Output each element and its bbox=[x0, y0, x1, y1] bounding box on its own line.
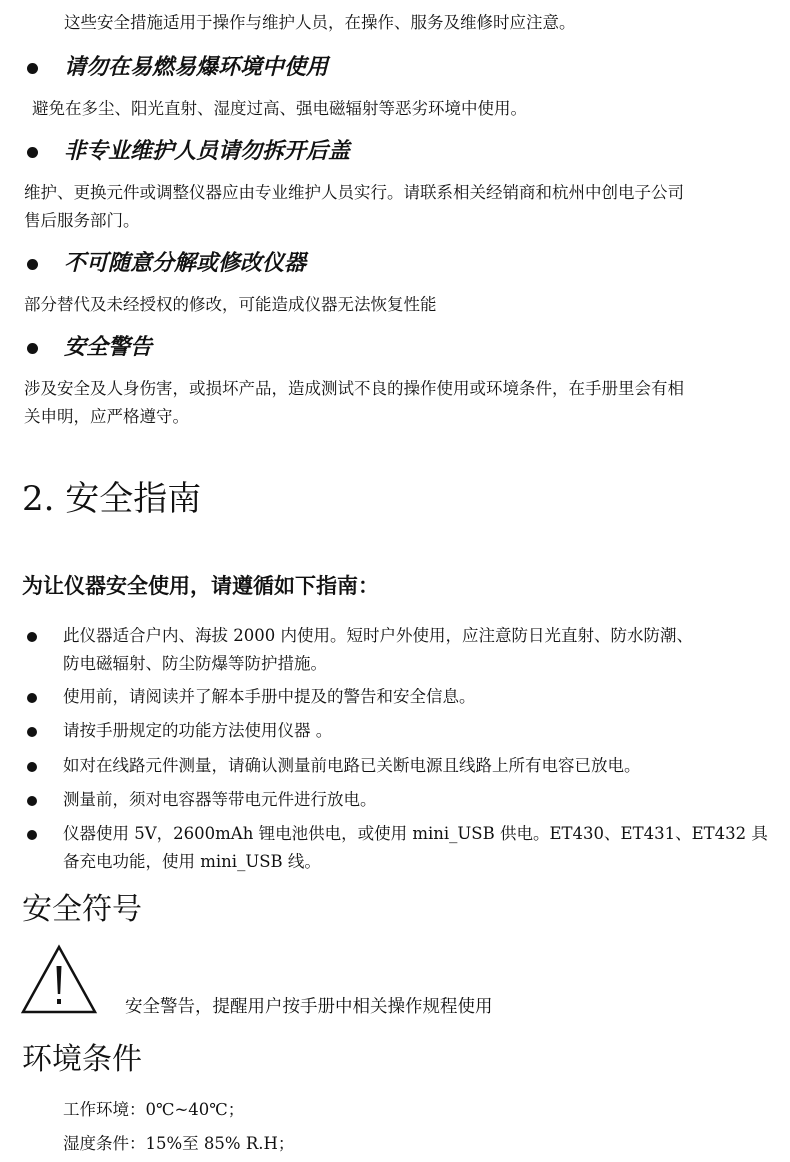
precaution-text-3: 部分替代及未经授权的修改，可能造成仪器无法恢复性能 bbox=[24, 295, 437, 314]
safety-symbols-title: 安全符号 bbox=[22, 892, 142, 927]
bullet-icon bbox=[27, 796, 37, 806]
warning-triangle-icon bbox=[20, 944, 98, 1016]
precaution-text-2-line-2: 售后服务部门。 bbox=[24, 211, 140, 230]
bullet-icon bbox=[27, 830, 37, 840]
precaution-heading-2: 非专业维护人员请勿拆开后盖 bbox=[64, 139, 351, 164]
bullet-icon bbox=[27, 147, 38, 158]
precaution-heading-1: 请勿在易燃易爆环境中使用 bbox=[64, 55, 329, 80]
environment-humidity: 湿度条件：15%至 85% R.H； bbox=[63, 1134, 295, 1153]
precaution-text-2-line-1: 维护、更换元件或调整仪器应由专业维护人员实行。请联系相关经销商和杭州中创电子公司 bbox=[24, 183, 684, 202]
guideline-5: 测量前，须对电容器等带电元件进行放电。 bbox=[63, 790, 377, 809]
bullet-icon bbox=[27, 762, 37, 772]
environment-title: 环境条件 bbox=[22, 1042, 142, 1077]
precaution-heading-3: 不可随意分解或修改仪器 bbox=[64, 251, 307, 276]
guideline-2: 使用前，请阅读并了解本手册中提及的警告和安全信息。 bbox=[63, 687, 476, 706]
bullet-icon bbox=[27, 259, 38, 270]
guideline-4: 如对在线路元件测量，请确认测量前电路已关断电源且线路上所有电容已放电。 bbox=[63, 756, 641, 775]
section-title: 2. 安全指南 bbox=[22, 479, 202, 519]
bullet-icon bbox=[27, 63, 38, 74]
guideline-1-line-2: 防电磁辐射、防尘防爆等防护措施。 bbox=[63, 654, 327, 673]
bullet-icon bbox=[27, 632, 37, 642]
precaution-text-1: 避免在多尘、阳光直射、湿度过高、强电磁辐射等恶劣环境中使用。 bbox=[32, 99, 527, 118]
safety-symbol-description: 安全警告，提醒用户按手册中相关操作规程使用 bbox=[125, 997, 493, 1017]
guideline-1-line-1: 此仪器适合户内、海拔 2000 内使用。短时户外使用，应注意防日光直射、防水防潮、 bbox=[63, 626, 693, 645]
environment-temperature: 工作环境：0℃~40℃； bbox=[63, 1100, 245, 1119]
guideline-3: 请按手册规定的功能方法使用仪器 。 bbox=[63, 721, 333, 740]
precaution-heading-4: 安全警告 bbox=[64, 335, 153, 360]
precaution-text-4-line-1: 涉及安全及人身伤害，或损坏产品，造成测试不良的操作使用或环境条件，在手册里会有相 bbox=[24, 379, 684, 398]
guideline-6-line-2: 备充电功能，使用 mini_USB 线。 bbox=[63, 852, 321, 871]
bullet-icon bbox=[27, 693, 37, 703]
precaution-text-4-line-2: 关申明，应严格遵守。 bbox=[24, 407, 189, 426]
guidelines-intro: 为让仪器安全使用，请遵循如下指南： bbox=[22, 574, 379, 598]
guideline-6-line-1: 仪器使用 5V，2600mAh 锂电池供电，或使用 mini_USB 供电。ET430、ET431、ET432 具 bbox=[63, 824, 768, 843]
bullet-icon bbox=[27, 343, 38, 354]
precautions-intro: 这些安全措施适用于操作与维护人员，在操作、服务及维修时应注意。 bbox=[64, 13, 576, 32]
bullet-icon bbox=[27, 727, 37, 737]
